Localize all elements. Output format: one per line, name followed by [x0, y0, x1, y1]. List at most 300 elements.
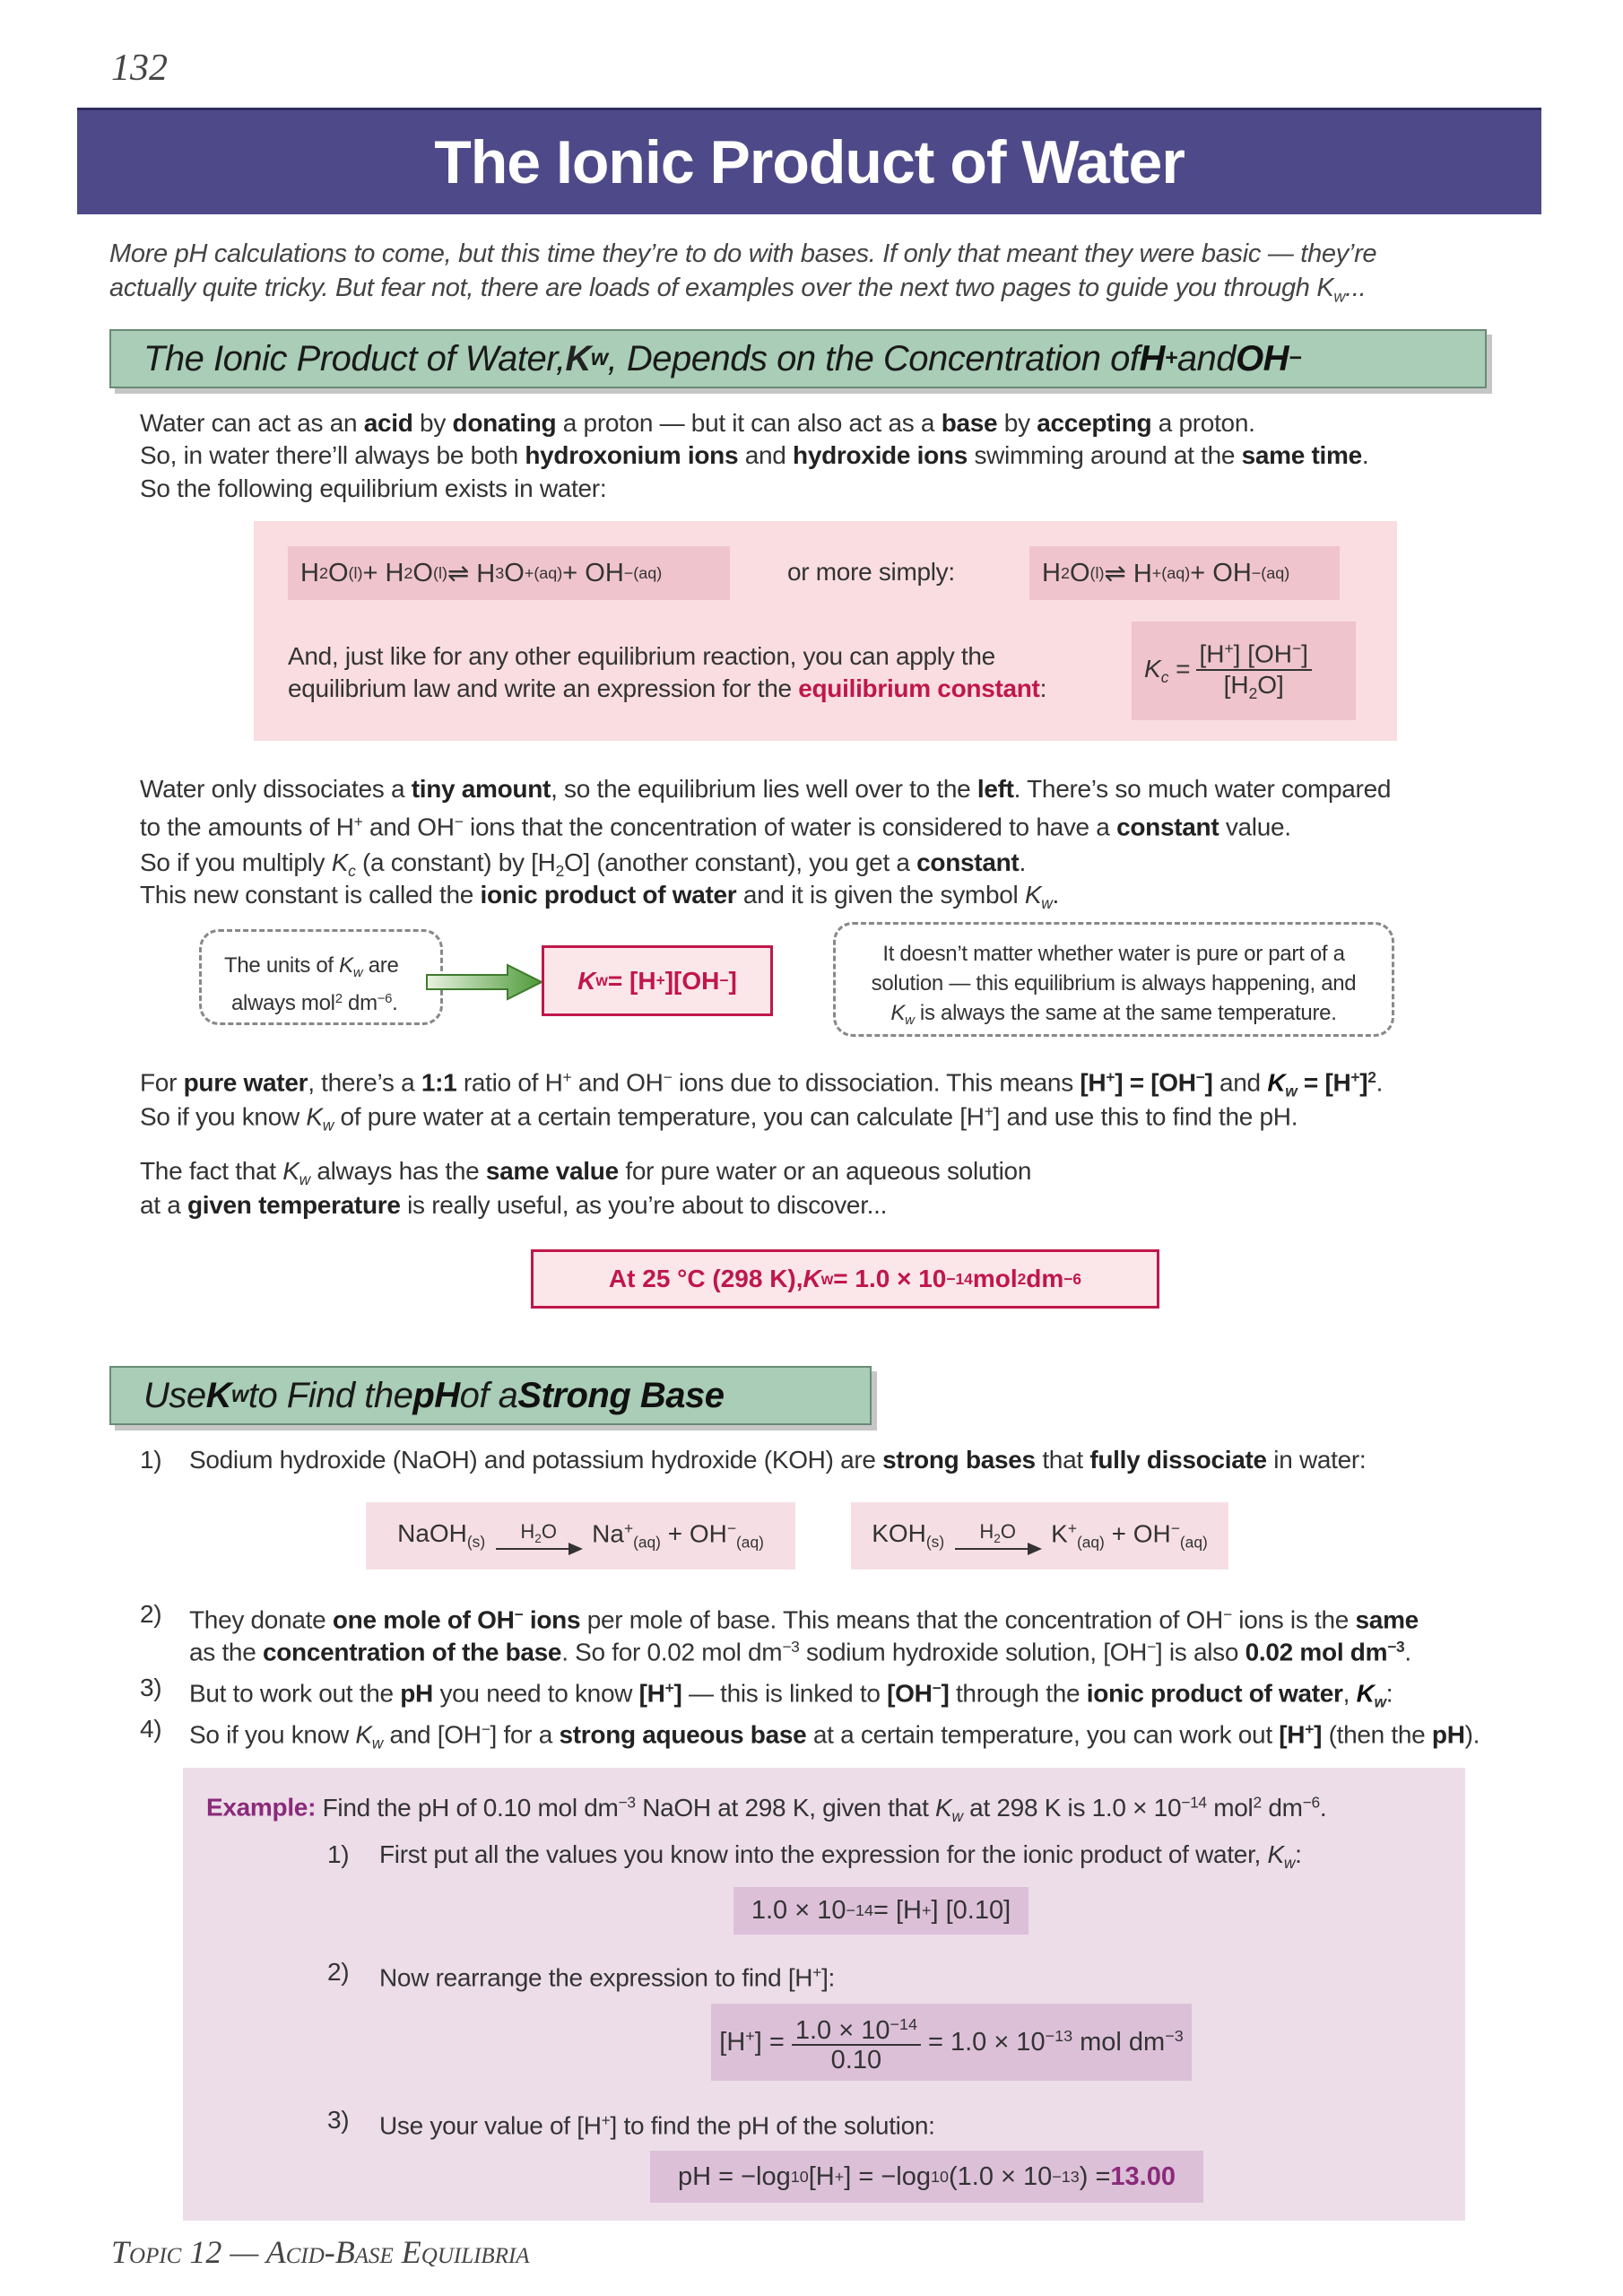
text-run: ] [0.10]: [931, 1896, 1011, 1925]
text-run: (aq): [1161, 563, 1191, 582]
text-run: ⇌ H: [1104, 559, 1152, 588]
step-number: 2): [327, 1958, 350, 1986]
paragraph-line: [140, 439, 1368, 472]
text-run: K: [306, 1102, 323, 1131]
text-run: and [OH: [383, 1720, 482, 1749]
text-run: :: [1385, 1679, 1393, 1708]
kc-denominator: [1224, 671, 1284, 708]
text-run: + H: [362, 558, 404, 587]
text-run: + OH: [562, 558, 624, 587]
text-run: w: [1041, 894, 1053, 913]
text-run: :: [1039, 674, 1047, 702]
item-text: [189, 1444, 1366, 1476]
text-run: Use your value of [H: [379, 2111, 602, 2140]
text-run: of a: [459, 1375, 518, 1415]
text-run: . So for 0.02 mol dm: [561, 1638, 783, 1666]
text-run: O] (another constant), you get a: [563, 848, 917, 876]
text-run: [OH: [887, 1679, 933, 1708]
text-run: But to work out the: [189, 1679, 401, 1708]
text-run: [H: [808, 2161, 835, 2191]
text-run: So, in water there’ll always be both: [140, 441, 525, 469]
intro-line: [109, 238, 1376, 270]
arrow-label: [520, 1519, 557, 1549]
text-run: (s): [925, 1533, 945, 1552]
text-run: and OH: [571, 1068, 664, 1097]
text-run: −: [663, 1068, 673, 1086]
text-run: ions: [523, 1605, 581, 1634]
text-run: ionic product of water: [480, 881, 737, 909]
text-run: = [H: [872, 1896, 922, 1925]
or-more-simply-label: or more simply:: [787, 558, 955, 586]
text-run: .: [1052, 881, 1060, 909]
text-run: per mole of base. This means that the concentration of OH: [580, 1605, 1223, 1634]
text-run: by: [412, 409, 453, 437]
text-run: ) =: [1079, 2161, 1111, 2191]
kc-fraction: [1196, 634, 1312, 708]
text-run: + OH: [1104, 1519, 1171, 1548]
text-run: through the: [949, 1679, 1087, 1708]
text-run: K: [331, 848, 349, 876]
eq2-numerator: [792, 2010, 921, 2047]
text-run: :: [1295, 1840, 1302, 1868]
text-run: base: [941, 409, 998, 437]
text-run: (aq): [534, 563, 563, 582]
paragraph-line: [140, 1189, 887, 1222]
text-run: 1:1: [421, 1068, 457, 1097]
step-text: [379, 1839, 1302, 1879]
text-run: 10: [931, 2167, 949, 2186]
text-run: (l): [1089, 563, 1105, 582]
text-run: as the: [189, 1638, 263, 1666]
reaction-arrow-icon: [496, 1519, 581, 1551]
text-run: for pure water or an aqueous solution: [618, 1157, 1032, 1185]
text-run: same: [1355, 1605, 1419, 1634]
text-run: K: [1024, 881, 1042, 909]
text-run: .: [1404, 1638, 1411, 1666]
text-run: dm: [342, 991, 378, 1016]
text-run: −3: [782, 1638, 800, 1656]
paragraph-line: [140, 407, 1255, 439]
paragraph-line: [140, 805, 1291, 844]
item-number: 2): [140, 1600, 162, 1628]
text-run: −: [481, 1720, 490, 1738]
text-run: strong aqueous base: [559, 1720, 807, 1749]
text-run: (aq): [633, 1533, 661, 1552]
text-run: KOH: [872, 1519, 926, 1548]
text-run: [H: [1199, 639, 1225, 668]
text-run: ]:: [821, 1963, 836, 1992]
page-title: The Ionic Product of Water: [434, 128, 1185, 196]
text-run: −3: [1165, 2027, 1184, 2046]
text-run: 2: [534, 1531, 542, 1545]
text-run: (aq): [1076, 1533, 1105, 1552]
step-text: [379, 2104, 935, 2143]
text-run: in water:: [1266, 1446, 1367, 1474]
intro-line: [109, 272, 1366, 312]
text-run: c: [348, 862, 356, 881]
text-run: 2: [1248, 683, 1258, 702]
text-run: 2: [404, 563, 413, 582]
text-run: K: [1267, 1840, 1284, 1868]
text-run: (aq): [1261, 563, 1290, 582]
koh-reactant: [872, 1519, 944, 1552]
text-run: =: [1168, 654, 1191, 683]
text-run: c: [1160, 668, 1169, 687]
text-run: 2: [1017, 1269, 1027, 1288]
text-run: K: [355, 1720, 372, 1749]
text-run: ]: [1359, 1068, 1368, 1097]
text-run: actually quite tricky. But fear not, there are loads of examples over the next two pages to guide you through K: [109, 274, 1334, 302]
text-run: −: [1195, 1068, 1205, 1086]
text-run: +: [664, 1679, 674, 1697]
text-run: +: [1164, 346, 1177, 370]
text-run: The fact that: [140, 1157, 283, 1185]
text-run: K: [339, 953, 353, 978]
text-run: at a certain temperature, you can work out: [806, 1720, 1280, 1749]
text-run: w: [1333, 287, 1346, 306]
text-run: . There’s so much water compared: [1013, 775, 1392, 803]
naoh-dissociation: [366, 1502, 795, 1570]
text-run: = 1.0 × 10: [833, 1265, 947, 1292]
text-run: −3: [618, 1793, 636, 1811]
item-text: [189, 1713, 1480, 1760]
text-run: ] = −log: [844, 2161, 931, 2191]
text-run: −: [454, 813, 464, 831]
text-run: (1.0 × 10: [949, 2161, 1053, 2191]
text-run: 2: [994, 1531, 1001, 1545]
koh-dissociation: [851, 1502, 1228, 1570]
text-run: +: [834, 2167, 845, 2186]
text-run: H: [979, 1519, 994, 1543]
text-run: (a constant) by [H: [355, 848, 556, 876]
text-run: w: [1283, 1854, 1296, 1873]
text-run: (s): [466, 1533, 486, 1552]
text-run: They donate: [189, 1605, 333, 1634]
text-run: accepting: [1037, 409, 1152, 437]
text-run: [H: [638, 1679, 665, 1708]
text-run: 2: [1060, 563, 1070, 582]
kc-lhs: [1144, 655, 1191, 687]
text-run: w: [590, 346, 608, 370]
temperature-note-line: [833, 941, 1394, 968]
text-run: +: [1350, 1068, 1360, 1086]
units-note-line: [231, 986, 398, 1017]
text-run: Use: [143, 1375, 206, 1415]
text-run: The units of: [224, 953, 340, 978]
text-run: sodium hydroxide solution, [OH: [799, 1638, 1148, 1666]
text-run: O: [412, 558, 433, 587]
text-run: (then the: [1322, 1720, 1432, 1749]
text-run: −14: [1181, 1793, 1207, 1811]
water-equilibrium-equation: [288, 546, 730, 600]
text-run: same time: [1241, 441, 1362, 469]
text-run: w: [299, 1170, 310, 1189]
text-run: So if you multiply: [140, 848, 332, 876]
text-run: (aq): [1179, 1533, 1208, 1552]
text-run: to Find the: [247, 1375, 413, 1415]
text-run: At 25 °C (298 K),: [608, 1265, 803, 1292]
text-run: −13: [1045, 2027, 1073, 2046]
text-run: −: [1170, 1519, 1180, 1538]
text-run: K: [565, 338, 591, 378]
text-run: +: [524, 563, 534, 582]
text-run: 2: [555, 862, 564, 881]
text-run: More pH calculations to come, but this time they’re to do with bases. If only that meant they were basic — they’re: [109, 239, 1377, 268]
text-run: 10: [790, 2167, 809, 2186]
text-run: = [H: [607, 966, 656, 995]
text-run: [H: [719, 2027, 746, 2057]
reaction-arrow-icon: [955, 1519, 1040, 1551]
temperature-note-line: [833, 970, 1394, 997]
eq2-rhs: [928, 2027, 1184, 2057]
text-run: and: [1212, 1068, 1268, 1097]
example-question: [322, 1793, 1327, 1825]
text-run: ionic product of water: [1086, 1679, 1343, 1708]
text-run: K: [890, 1001, 906, 1025]
text-run: 2: [318, 563, 328, 582]
text-run: Na: [592, 1519, 624, 1548]
text-run: ions is the: [1231, 1605, 1356, 1634]
text-run: left: [976, 775, 1014, 803]
text-run: +: [1151, 563, 1162, 582]
text-run: It doesn’t matter whether water is pure or part of a: [882, 942, 1345, 966]
text-run: w: [905, 1013, 915, 1029]
text-run: always has the: [309, 1157, 486, 1185]
text-run: dm: [1261, 1793, 1303, 1822]
text-run: +: [623, 1519, 634, 1538]
text-run: Water can act as an: [140, 409, 364, 437]
text-run: 0.02 mol dm: [1245, 1638, 1388, 1666]
paragraph-line: [140, 879, 1059, 919]
text-run: −: [1289, 346, 1302, 370]
text-run: equilibrium law and write an expression for the: [288, 674, 799, 702]
text-run: same value: [485, 1157, 619, 1185]
text-run: ]: [728, 966, 737, 995]
text-run: NaOH at 298 K, given that: [635, 1793, 936, 1822]
arrow-label: [979, 1519, 1016, 1549]
green-arrow-icon: [425, 963, 545, 1001]
text-run: OH: [1236, 338, 1289, 378]
text-run: ] and use this to find the pH.: [993, 1102, 1298, 1131]
text-run: w: [595, 971, 608, 989]
text-run: 0.10: [830, 2046, 882, 2075]
text-run: 2: [1253, 1793, 1262, 1811]
text-run: ions due to dissociation. This means: [672, 1068, 1081, 1097]
text-run: ][OH: [664, 966, 720, 995]
text-run: w: [1374, 1692, 1386, 1711]
text-run: −6: [1063, 1269, 1082, 1288]
text-run: −3: [1387, 1638, 1405, 1656]
text-run: Now rearrange the expression to find [H: [379, 1963, 813, 1992]
text-run: K: [205, 1375, 232, 1415]
text-run: −13: [1052, 2167, 1080, 2186]
text-run: O]: [1257, 670, 1284, 699]
text-run: and it is given the symbol: [736, 881, 1025, 909]
text-run: ]: [1301, 639, 1308, 668]
text-run: [H: [1279, 1720, 1306, 1749]
text-run: pH: [412, 1375, 460, 1415]
text-run: pH: [400, 1679, 433, 1708]
text-run: ...: [1345, 274, 1367, 302]
page-number: 132: [111, 48, 168, 89]
text-run: w: [371, 1734, 384, 1752]
section-heading-strong-base: [109, 1366, 872, 1425]
text-run: to the amounts of H: [140, 813, 354, 841]
item-number: 3): [140, 1674, 162, 1701]
text-run: +: [812, 1963, 822, 1981]
text-run: −: [726, 1519, 737, 1538]
text-run: , so the equilibrium lies well over to the: [551, 775, 977, 803]
text-run: −14: [890, 2014, 917, 2033]
text-run: .: [1376, 1068, 1384, 1097]
text-run: (aq): [633, 563, 663, 582]
example-equation-1: [733, 1887, 1028, 1935]
text-run: So if you know: [140, 1102, 307, 1131]
example-equation-3: [650, 2151, 1203, 2203]
text-run: +: [655, 971, 665, 989]
text-run: H: [300, 558, 319, 587]
text-run: ]: [1314, 1720, 1323, 1749]
eq2-lhs: [719, 2027, 785, 2057]
text-run: ions that the concentration of water is considered to have a: [463, 813, 1117, 841]
text-run: H: [520, 1519, 535, 1543]
simple-equilibrium-equation: [1029, 546, 1340, 600]
example-equation-2: [711, 2004, 1192, 2081]
text-run: The Ionic Product of Water,: [143, 338, 566, 378]
text-run: −: [1147, 1638, 1156, 1656]
text-run: given temperature: [187, 1191, 401, 1219]
kc-numerator: [1196, 634, 1312, 671]
text-run: First put all the values you know into the expression for the ionic product of water,: [379, 1840, 1268, 1868]
text-run: +: [1305, 1720, 1315, 1738]
paragraph-line: [140, 773, 1391, 805]
text-run: .: [1319, 1793, 1327, 1822]
text-run: ,: [1342, 1679, 1357, 1708]
text-run: .: [1361, 441, 1369, 469]
text-run: K: [1051, 1519, 1068, 1548]
text-run: always mol: [231, 991, 335, 1016]
text-run: +: [1067, 1519, 1077, 1538]
text-run: 13.00: [1110, 2161, 1176, 2191]
text-run: Strong Base: [517, 1375, 725, 1415]
section-heading-kw: [109, 329, 1487, 388]
text-run: — this is linked to: [681, 1679, 888, 1708]
text-run: −6: [377, 992, 393, 1006]
text-run: + OH: [660, 1519, 727, 1548]
text-run: +: [562, 1068, 572, 1086]
paragraph-line: [140, 473, 606, 505]
text-run: a proton.: [1151, 409, 1255, 437]
text-run: +: [984, 1102, 994, 1120]
text-run: (l): [348, 563, 363, 582]
text-run: w: [322, 1116, 334, 1135]
text-run: a proton — but it can also act as a: [556, 409, 942, 437]
text-run: K: [282, 1157, 299, 1185]
title-banner: [77, 108, 1541, 214]
text-run: K: [577, 966, 596, 995]
text-run: that: [1035, 1446, 1090, 1474]
text-run: pH = −log: [677, 2161, 791, 2191]
text-run: strong bases: [882, 1446, 1036, 1474]
eq2-fraction: [792, 2010, 921, 2075]
text-run: So the following equilibrium exists in water:: [140, 474, 607, 502]
item-text: [189, 1672, 1393, 1718]
text-run: Find the pH of 0.10 mol dm: [322, 1793, 619, 1822]
naoh-reactant: [397, 1519, 485, 1552]
kw-value-box: [531, 1249, 1159, 1309]
text-run: [H: [1080, 1068, 1107, 1097]
text-run: you need to know: [432, 1679, 639, 1708]
text-run: value.: [1219, 813, 1291, 841]
text-run: K: [935, 1793, 952, 1822]
text-run: For: [140, 1068, 184, 1097]
text-run: mol dm: [1072, 2027, 1166, 2057]
kw-expression-box: [542, 945, 773, 1016]
text-run: −: [932, 1679, 942, 1697]
text-run: K: [803, 1265, 821, 1292]
text-run: .: [392, 991, 398, 1016]
text-run: w: [231, 1383, 248, 1407]
eq-law-line: [288, 640, 995, 673]
example-label: Example:: [206, 1793, 317, 1822]
text-run: are: [362, 953, 399, 978]
text-run: H: [1139, 338, 1165, 378]
text-run: concentration of the base: [262, 1638, 562, 1666]
eq-law-line: [288, 673, 1046, 705]
text-run: equilibrium constant: [798, 674, 1040, 702]
text-run: of pure water at a certain temperature, you can calculate [H: [334, 1102, 985, 1131]
text-run: ]: [1204, 1068, 1213, 1097]
text-run: at 298 K is 1.0 × 10: [962, 1793, 1182, 1822]
text-run: O: [541, 1519, 557, 1543]
text-run: pH: [1431, 1720, 1465, 1749]
text-run: O: [1000, 1519, 1016, 1543]
text-run: w: [951, 1806, 963, 1825]
step-number: 1): [327, 1840, 350, 1868]
text-run: O: [1069, 558, 1090, 587]
text-run: −: [1222, 1605, 1232, 1623]
text-run: fully dissociate: [1089, 1446, 1267, 1474]
text-run: K: [1144, 654, 1161, 683]
text-run: +: [1106, 1068, 1115, 1086]
text-run: w: [820, 1269, 834, 1288]
units-note-line: [224, 952, 399, 987]
text-run: ] =: [754, 2027, 785, 2057]
footer-topic: Topic 12 — Acid-Base Equilibria: [111, 2234, 530, 2270]
text-run: −: [623, 563, 634, 582]
text-run: −: [1292, 639, 1302, 658]
text-run: 1.0 × 10: [794, 2015, 890, 2045]
text-run: by: [997, 409, 1037, 437]
text-run: −6: [1302, 1793, 1320, 1811]
text-run: swimming around at the: [967, 441, 1242, 469]
temperature-note-line: [833, 1000, 1394, 1034]
text-run: −14: [846, 1901, 873, 1919]
text-run: , Depends on the Concentration of: [607, 338, 1140, 378]
text-run: .: [1019, 848, 1026, 876]
text-run: And, just like for any other equilibrium reaction, you can apply the: [288, 642, 995, 670]
text-run: 2: [1367, 1068, 1376, 1086]
text-run: K: [1267, 1068, 1286, 1097]
naoh-products: [592, 1519, 764, 1552]
text-run: [H: [1223, 670, 1249, 699]
text-run: constant: [916, 848, 1020, 876]
text-run: So if you know: [189, 1720, 356, 1749]
text-run: K: [1356, 1679, 1375, 1708]
text-run: O: [327, 558, 349, 587]
text-run: −14: [946, 1269, 973, 1288]
step-number: 3): [327, 2106, 350, 2134]
